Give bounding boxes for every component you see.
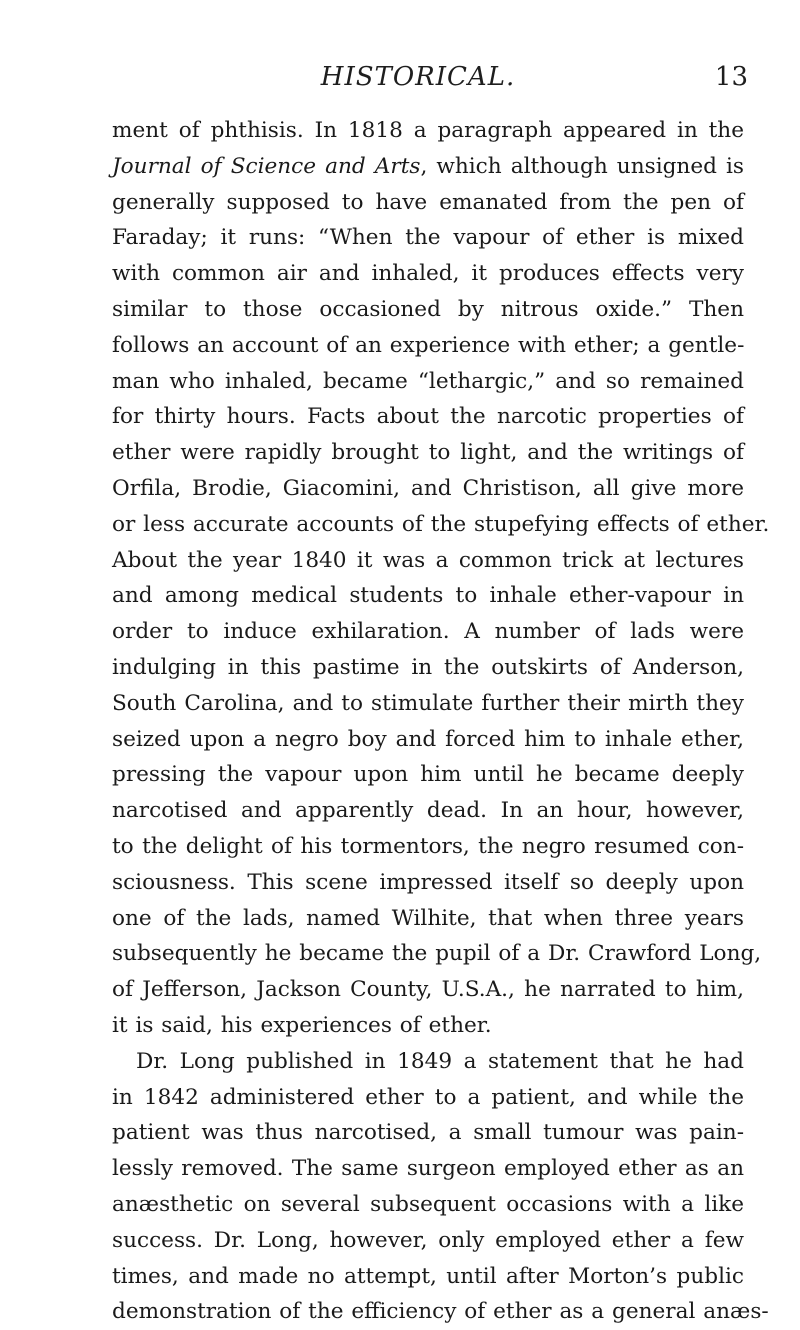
text-line: follows an account of an experience with ether; a gentle- xyxy=(112,332,745,358)
text-line: subsequently he became the pupil of a Dr. Crawford Long, xyxy=(112,941,762,967)
text-line: patient was thus narcotised, a small tumour was pain- xyxy=(112,1120,744,1146)
text-line: success. Dr. Long, however, only employed ether a few xyxy=(112,1227,744,1253)
text-line: indulging in this pastime in the outskirts of Anderson, xyxy=(112,654,744,680)
text-line: similar to those occasioned by nitrous oxide.” Then xyxy=(112,296,744,322)
text-line: or less accurate accounts of the stupefying effects of ether. xyxy=(112,511,770,537)
text-line: of Jefferson, Jackson County, U.S.A., he narrated to him, xyxy=(112,977,744,1003)
text-line: demonstration of the efficiency of ether as a general anæs- xyxy=(112,1299,769,1325)
text-line: pressing the vapour upon him until he became deeply xyxy=(112,762,744,788)
page-number: 13 xyxy=(714,62,748,92)
text-line: order to induce exhilaration. A number of lads were xyxy=(112,619,744,645)
text-line: to the delight of his tormentors, the negro resumed con- xyxy=(112,833,744,859)
body-text xyxy=(112,113,770,1330)
text-line: man who inhaled, became “lethargic,” and so remained xyxy=(112,368,744,394)
text-line: lessly removed. The same surgeon employed ether as an xyxy=(112,1156,744,1182)
text-line-journal xyxy=(112,149,744,185)
text-line: in 1842 administered ether to a patient, and while the xyxy=(112,1084,744,1110)
running-head xyxy=(108,62,748,102)
running-title: HISTORICAL. xyxy=(320,62,516,92)
text-line: Faraday; it runs: “When the vapour of ether is mixed xyxy=(112,225,744,251)
text-line: seized upon a negro boy and forced him to inhale ether, xyxy=(112,726,744,752)
text-line: and among medical students to inhale ether-vapour in xyxy=(112,583,744,609)
journal-title: Journal of Science and Arts xyxy=(112,153,421,179)
text-line: South Carolina, and to stimulate further their mirth they xyxy=(112,690,744,716)
text-line-paragraph-end: it is said, his experiences of ether. xyxy=(112,1012,492,1038)
text-line: for thirty hours. Facts about the narcotic properties of xyxy=(112,404,744,430)
text-line-rest: , which although unsigned is xyxy=(420,153,744,179)
text-line: with common air and inhaled, it produces effects very xyxy=(112,261,744,287)
text-line: narcotised and apparently dead. In an hour, however, xyxy=(112,798,744,824)
text-line: generally supposed to have emanated from the pen of xyxy=(112,189,744,215)
text-line: anæsthetic on several subsequent occasions with a like xyxy=(112,1191,744,1217)
text-line: Orfila, Brodie, Giacomini, and Christison, all give more xyxy=(112,475,744,501)
text-line: sciousness. This scene impressed itself so deeply upon xyxy=(112,869,744,895)
text-line: About the year 1840 it was a common trick at lectures xyxy=(112,547,744,573)
text-line: ment of phthisis. In 1818 a paragraph appeared in the xyxy=(112,118,744,143)
text-line: one of the lads, named Wilhite, that when three years xyxy=(112,905,744,931)
text-line: ether were rapidly brought to light, and the writings of xyxy=(112,440,744,466)
text-line: times, and made no attempt, until after Morton’s public xyxy=(112,1263,744,1289)
text-line-paragraph-start: Dr. Long published in 1849 a statement that he had xyxy=(136,1048,744,1074)
